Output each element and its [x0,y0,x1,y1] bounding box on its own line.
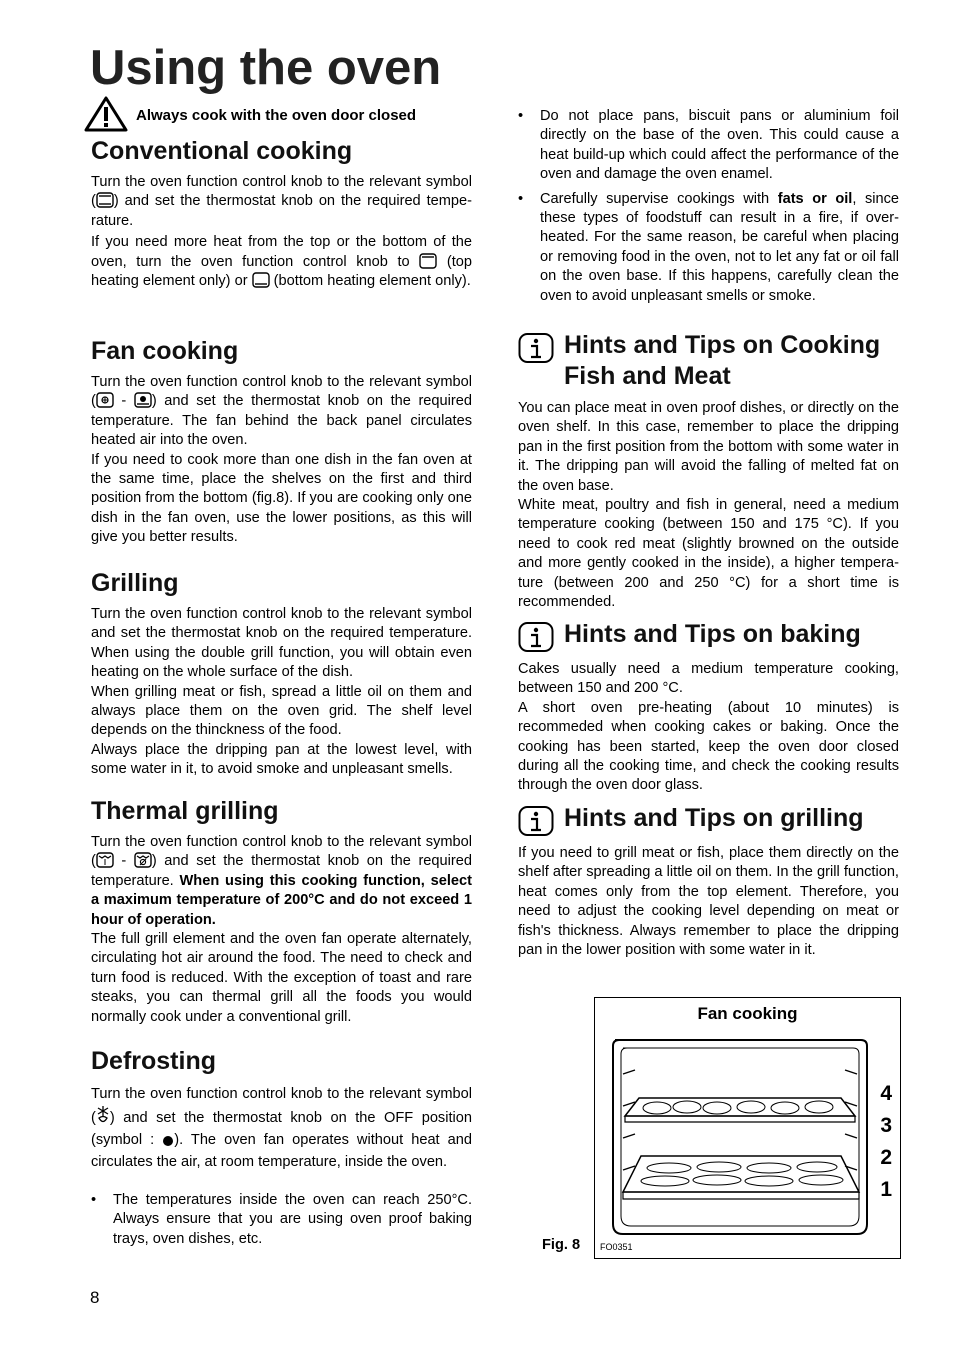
grilling-p3: Always place the dripping pan at the lowest level, with some water in it, to avoid smoke and unpleasant smells. [91,741,472,778]
page-title: Using the oven [90,41,442,95]
section-fan [91,336,472,548]
warning-text: Always cook with the oven door closed [136,107,417,124]
info-icon [518,332,554,364]
level-2: 2 [880,1146,892,1169]
text: ). The oven fan operates without heat and circulates the air, at room temperature, inside the oven. [91,1132,472,1170]
text: Turn the oven function control knob to the relevant symbol ( [91,174,472,210]
text: If you need more heat from the top or the bottom of the oven, turn the oven function control knob to [91,234,472,270]
heading-hints-fish: Hints and Tips on Cooking Fish and Meat [564,331,881,390]
text: fats or oil [777,190,853,207]
conventional-p1 [91,173,472,231]
heading-hints-grilling: Hints and Tips on grilling [564,804,864,832]
section-conventional [91,136,472,291]
level-4: 4 [880,1082,892,1105]
list-item [518,190,899,306]
level-1: 1 [880,1178,892,1201]
figure-title: Fan cooking [697,1004,798,1023]
text: Turn the oven function control knob to the relevant symbol ( [91,1086,472,1126]
heading-grilling: Grilling [91,569,179,597]
bullet-list [518,107,899,306]
hints-fish-p1: You can place meat in oven proof dishes, or directly on the oven shelf. In this case, remember to place the dripping pan in the first position from the bottom with some water in it. The dripping pan will avoid the falling of melted fat on the oven base. [518,400,899,494]
hints-baking-p2: A short oven pre-heating (about 10 minutes) is recommeded when cooking cakes or baking. Once the cooking has been started, keep the oven door closed during all the cooking time, and check the cooking results through the oven door glass. [518,699,899,794]
defrost-symbol-icon [96,1105,110,1125]
grilling-p1: Turn the oven function control knob to the relevant symbol and set the thermostat knob on the required temperature. When using the double grill function, you will obtain even heating on the whole surface of the dish. [91,606,472,681]
heading-thermal: Thermal grilling [91,797,279,825]
figure-label: Fig. 8 [542,1237,581,1253]
hints-fish-p2: White meat, poultry and fish in general, need a medium temperature cooking (between 150 and 175 °C). If you need to cook red meat (slightly browned on the outside and more gently cooked in the inside), a higher tempera-ture (between 200 and 250 °C) for a short time is recommended. [518,497,899,611]
text: Turn the oven function control knob to the relevant symbol ( [91,834,472,870]
fan-p1 [91,373,472,451]
thermal-grill-symbol-icon [134,852,152,868]
info-icon [518,621,554,653]
heading-defrosting: Defrosting [91,1047,216,1075]
right-bullets [518,107,899,311]
oven-diagram [609,1036,869,1236]
text: (bottom heating element only). [269,273,471,290]
defrosting-p1 [91,1083,472,1173]
page-number: 8 [90,1288,100,1307]
grill-symbol-icon [96,852,114,868]
heading-row [518,803,899,837]
figure-code: FO0351 [600,1242,633,1252]
fan-p2: If you need to cook more than one dish in the fan oven at the same time, place the shelves on the first and third position from the bottom (fig.8). If you are cooking only one dish in the fan oven, use the lower positions, as this will give you better results. [91,451,472,546]
heading-row [518,330,899,392]
warning-triangle-icon [84,96,128,132]
list-item: • Do not place pans, biscuit pans or aluminium foil directly on the base of the oven. This could cause a heat build-up which could affect the performance of the oven and damage the oven enamel. [518,107,899,185]
grilling-p2: When grilling meat or fish, spread a little oil on them and always place them on the oven grid. The shelf level depends on the thinckness of the food. [91,683,472,739]
text: ) and set the thermostat knob on the required temperature. The fan behind the back panel circulates heated air into the oven. [91,393,472,449]
text: ) and set the thermostat knob on the required tempe-rature. [91,193,472,229]
text: - [113,393,134,410]
warning-row [84,96,474,132]
top-element-icon [419,253,437,269]
text: Turn the oven function control knob to the relevant symbol ( [91,374,472,410]
conventional-symbol-icon [96,192,114,208]
heading-fan: Fan cooking [91,337,239,365]
bottom-element-icon [252,272,270,288]
shelf-levels [880,1078,892,1206]
hints-baking-p1: Cakes usually need a medium temperature cooking, between 150 and 200 °C. [518,661,899,697]
info-icon [518,805,554,837]
thermal-p1 [91,833,472,930]
defrosting-bullets [91,1191,472,1249]
hints-grilling-p1: If you need to grill meat or fish, place them directly on the shelf after spreading a little oil on them. In the grill function, heat comes only from the top element. Therefore, you need to adjust the cooking level depending on meat or fish's thickness. Always remember to place the dripping pan in the lower position with some water in it. [518,845,899,959]
section-defrosting [91,1046,472,1254]
level-3: 3 [880,1114,892,1137]
thermal-p2: The full grill element and the oven fan operate alternately, circulating hot air around the food. The need to check and turn food is reduced. With the exception of toast and rare steaks, you can thermal grill all the foods you would normally cook under a conventional grill. [91,931,472,1025]
section-thermal [91,796,472,1027]
text: ) and set the thermostat knob on the OFF position (symbol : [91,1110,472,1148]
thermal-warning-bold: When using this cooking function, select a maximum temperature of 200°C and do not exceed 1 hour of operation. [91,872,472,928]
section-hints-fish [518,330,899,612]
text: Carefully supervise cookings with [540,190,778,207]
text: , since these types of foodstuff can result in a fire, if over-heated. For the same reason, be careful when placing or removing food in the oven, not to let any fat or oil fall on the oven base. If this happens, carefully clean the oven to avoid unpleasant smells or smoke. [540,190,900,304]
heading-hints-baking: Hints and Tips on baking [564,620,861,648]
heading-row [518,619,899,653]
heading-conventional: Conventional cooking [91,137,353,165]
text: - [113,853,134,870]
section-grilling [91,568,472,780]
text: (top heating element only) or [91,253,473,290]
section-hints-grilling [518,803,899,960]
section-hints-baking [518,619,899,796]
conventional-p2 [91,233,472,291]
fan-symbol-icon [96,392,114,408]
text: ) and set the thermostat knob on the required temperature. [91,853,472,889]
fan-grill-symbol-icon [134,392,152,408]
figure-fan-cooking [594,997,901,1259]
off-dot-icon [162,1135,174,1147]
list-item: • The temperatures inside the oven can reach 250°C. Always ensure that you are using oven proof baking trays, oven dishes, etc. [91,1191,472,1249]
